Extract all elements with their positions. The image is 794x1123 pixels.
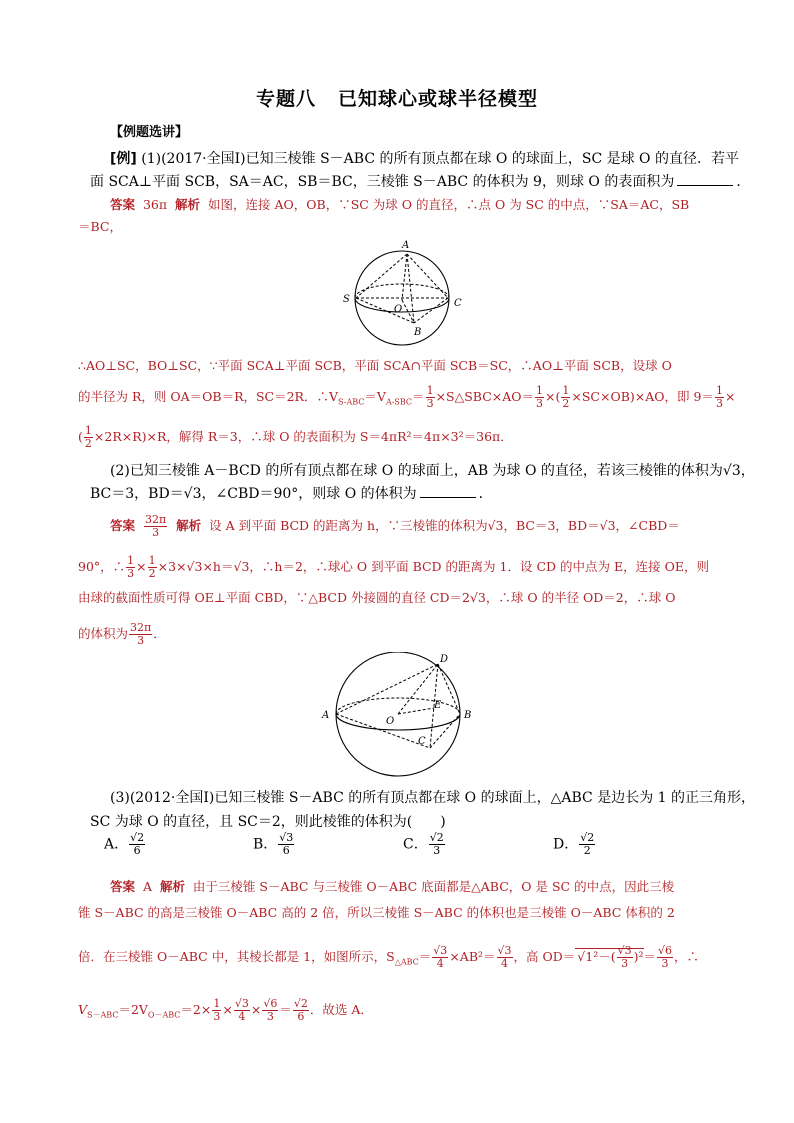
label-B: B: [414, 327, 422, 338]
edge-SB: [356, 298, 414, 323]
edge-AC: [336, 714, 430, 748]
label-A: A: [322, 710, 330, 721]
label-S: S: [343, 294, 350, 305]
fraction: $\frac{√3}{4}$: [497, 944, 512, 970]
sphere-figure-1: [340, 236, 470, 346]
equator-back: [336, 698, 460, 714]
label-O: O: [394, 304, 403, 315]
label-B: B: [464, 710, 472, 721]
q1-solution-line3: ( $\frac{1}{2}$ ×2R×R)×R，解得 R＝3，∴球 O 的表面积为 S＝4πR²＝4π×3²＝36π．: [78, 424, 513, 450]
title-part2: 已知球心或球半径模型: [338, 88, 539, 110]
q1-answer-line1: 答案 36π 解析 如图，连接 AO，OB，∵SC 为球 O 的直径，∴点 O 为 SC 的中点，∵SA＝AC，SB: [110, 197, 690, 212]
title-part1: 专题八: [255, 88, 316, 110]
edge-CB: [414, 298, 448, 323]
q2-answer-line3: 由球的截面性质可得 OE⊥平面 CBD，∵△BCD 外接圆的直径 CD＝2√3，∴球 O 的半径 OD＝2，∴球 O: [78, 590, 676, 605]
label-O: O: [386, 716, 395, 727]
label-C: C: [418, 736, 426, 747]
fraction: $\frac{√3}{6}$: [279, 831, 294, 857]
edge-AB: [407, 254, 414, 323]
q3-answer-line4: $V_{S-ABC}=2V_{O-ABC}=2\times$ $\frac{1}{3}$ × $\frac{√3}{4}$ × $\frac{√6}{3}$ ＝ $\frac{√2}{6}$ ．故选 A．: [78, 997, 373, 1023]
q3-answer-line3: 倍．在三棱锥 O－ABC 中，其棱长都是 1，如图所示，$S_{\triangle ABC}=$ $\frac{√3}{4}$ ×AB²＝ $\frac{√3}{4}$ ，高 OD＝ √1²－( $\frac{√3}{3}$ )²＝ $\frac{√6}{3}$ ，∴: [78, 944, 700, 970]
fraction: $\frac{√2}{2}$: [580, 831, 595, 857]
q3-answer-line2: 锥 S－ABC 的高是三棱锥 O－ABC 高的 2 倍，所以三棱锥 S－ABC 的体积也是三棱锥 O－ABC 体积的 2: [78, 905, 675, 920]
fraction: $\frac{1}{2}$: [148, 554, 156, 580]
page-title: [0, 84, 794, 111]
section-label: 【例题选讲】: [110, 125, 189, 140]
fraction: $\frac{√2}{6}$: [293, 997, 308, 1023]
sphere-figure-2: [318, 652, 478, 782]
fraction: $\frac{32\pi}{3}$: [144, 513, 167, 539]
q2-line1: (2)已知三棱锥 A－BCD 的所有顶点都在球 O 的球面上，AB 为球 O 的直径，若该三棱锥的体积为√3，: [110, 463, 755, 479]
q3-line1: (3)(2012·全国Ⅰ)已知三棱锥 S－ABC 的所有顶点都在球 O 的球面上，△ABC 是边长为 1 的正三角形，: [110, 790, 755, 806]
q3-line2: SC 为球 O 的直径，且 SC＝2，则此棱锥的体积为( ): [90, 814, 446, 830]
label-D: D: [440, 654, 449, 665]
edge-AS: [356, 254, 407, 298]
fraction: $\frac{1}{2}$: [562, 384, 570, 410]
option-b[interactable]: B． $\frac{√3}{6}$: [253, 831, 294, 857]
edge-OE: [398, 708, 434, 714]
q3-answer-line1: 答案 A 解析 由于三棱锥 S－ABC 与三棱锥 O－ABC 底面都是△ABC，O 是 SC 的中点，因此三棱: [110, 879, 675, 894]
answer-blank: [677, 173, 733, 186]
q2-answer-line2: 90°，∴ $\frac{1}{3}$ × $\frac{1}{2}$ ×3×√3×h＝√3，∴h＝2，∴球心 O 到平面 BCD 的距离为 1．设 CD 的中点为 E，连接 OE，则: [78, 554, 709, 580]
q1-line2: 面 SCA⊥平面 SCB，SA＝AC，SB＝BC，三棱锥 S－ABC 的体积为 9，则球 O 的表面积为 ．: [90, 174, 751, 190]
fraction: $\frac{√3}{4}$: [234, 997, 249, 1023]
edge-OD: [398, 664, 438, 714]
option-d[interactable]: D． $\frac{√2}{2}$: [553, 831, 595, 857]
fraction: $\frac{√6}{3}$: [658, 944, 673, 970]
fraction: $\frac{√2}{3}$: [429, 831, 444, 857]
q1-solution-line2: 的半径为 R，则 OA＝OB＝R，SC＝2R．$\therefore V_{S-ABC}=V_{A-SBC}=$ $\frac{1}{3}$ ×S△SBC×AO＝ $\frac{1}{3}$ ×( $\frac{1}{2}$ ×SC×OB)×AO，即 9＝ $\frac{1}{3}$ ×: [78, 384, 736, 410]
edge-AD: [336, 664, 438, 714]
label-C: C: [454, 298, 462, 309]
q2-answer-line1: 答案 $\frac{32\pi}{3}$ 解析 设 A 到平面 BCD 的距离为 h，∵三棱锥的体积为√3，BC＝3，BD＝√3，∠CBD＝: [110, 513, 680, 539]
fraction: $\frac{√6}{3}$: [263, 997, 278, 1023]
answer-blank: [420, 485, 476, 498]
edge-AO: [402, 254, 407, 300]
option-c[interactable]: C． $\frac{√2}{3}$: [403, 831, 444, 857]
example-tag: [例]: [110, 151, 137, 167]
fraction: $\frac{1}{3}$: [715, 384, 723, 410]
fraction: $\frac{32\pi}{3}$: [130, 621, 152, 647]
fraction: $\frac{√2}{6}$: [130, 831, 145, 857]
fraction: $\frac{1}{3}$: [213, 997, 221, 1023]
q2-answer-line4: 的体积为 $\frac{32\pi}{3}$ ．: [78, 621, 166, 647]
edge-AC: [407, 254, 448, 298]
radical: √1²－( $\frac{√3}{3}$ )²: [577, 944, 644, 970]
q2-line2: BC＝3，BD＝√3，∠CBD＝90°，则球 O 的体积为 ．: [90, 486, 493, 502]
label-A: A: [402, 240, 410, 251]
q1-solution-line1: ∴AO⊥SC，BO⊥SC，∵平面 SCA⊥平面 SCB，平面 SCA∩平面 SCB＝SC，∴AO⊥平面 SCB，设球 O: [78, 358, 672, 373]
option-a[interactable]: A． $\frac{√2}{6}$: [104, 831, 145, 857]
fraction: $\frac{√3}{4}$: [433, 944, 448, 970]
edge-CB: [430, 714, 460, 748]
equator-front: [336, 714, 460, 730]
fraction: $\frac{1}{3}$: [426, 384, 434, 410]
fraction: $\frac{1}{2}$: [84, 424, 92, 450]
fraction: $\frac{√3}{3}$: [617, 944, 632, 970]
label-E: E: [434, 700, 442, 711]
fraction: $\frac{1}{3}$: [127, 554, 135, 580]
q1-line1: [例] (1)(2017·全国Ⅰ)已知三棱锥 S－ABC 的所有顶点都在球 O 的球面上，SC 是球 O 的直径．若平: [110, 151, 739, 167]
fraction: $\frac{1}{3}$: [536, 384, 544, 410]
q1-answer-line2: ＝BC，: [78, 219, 122, 234]
